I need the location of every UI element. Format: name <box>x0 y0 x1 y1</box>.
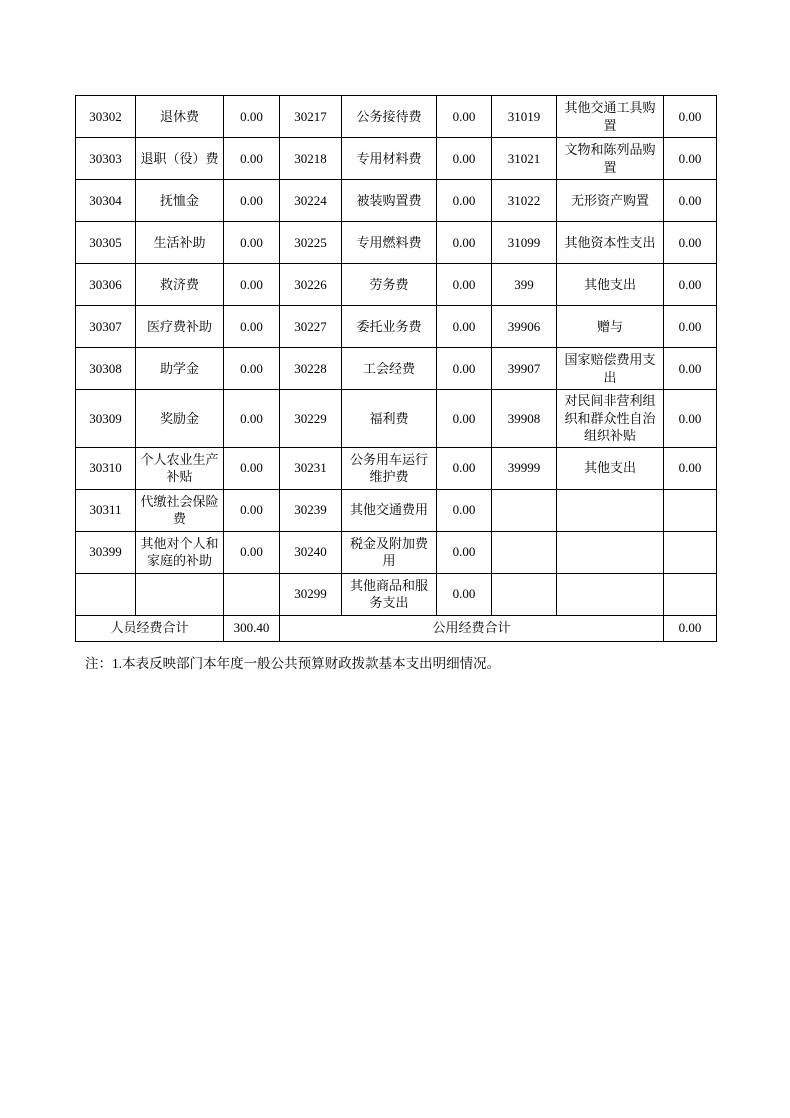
cell-code: 30308 <box>76 348 136 390</box>
cell-code: 31021 <box>492 138 557 180</box>
table-totals-row <box>76 615 717 641</box>
cell-value: 0.00 <box>437 390 492 448</box>
cell-code: 30309 <box>76 390 136 448</box>
cell-code: 30240 <box>280 531 342 573</box>
cell-value <box>224 573 280 615</box>
table-row <box>76 222 717 264</box>
cell-code <box>492 531 557 573</box>
table-row <box>76 390 717 448</box>
cell-name: 文物和陈列品购置 <box>557 138 664 180</box>
cell-value <box>664 573 717 615</box>
cell-value: 0.00 <box>437 138 492 180</box>
cell-value: 0.00 <box>437 573 492 615</box>
cell-code: 30305 <box>76 222 136 264</box>
personnel-total-value: 300.40 <box>224 615 280 641</box>
cell-value <box>664 489 717 531</box>
cell-value: 0.00 <box>664 390 717 448</box>
cell-name: 对民间非营利组织和群众性自治组织补贴 <box>557 390 664 448</box>
footnote-text: 注：1.本表反映部门本年度一般公共预算财政拨款基本支出明细情况。 <box>85 656 501 671</box>
table-row <box>76 348 717 390</box>
cell-name: 其他支出 <box>557 447 664 489</box>
budget-detail-table <box>75 95 717 642</box>
cell-value: 0.00 <box>437 306 492 348</box>
cell-code: 30239 <box>280 489 342 531</box>
cell-code: 30231 <box>280 447 342 489</box>
cell-code: 31019 <box>492 96 557 138</box>
cell-name <box>557 573 664 615</box>
cell-code: 30304 <box>76 180 136 222</box>
cell-code: 30226 <box>280 264 342 306</box>
cell-value: 0.00 <box>224 138 280 180</box>
cell-code: 31022 <box>492 180 557 222</box>
cell-name: 其他对个人和家庭的补助 <box>136 531 224 573</box>
cell-name: 奖励金 <box>136 390 224 448</box>
cell-name: 无形资产购置 <box>557 180 664 222</box>
cell-value: 0.00 <box>437 447 492 489</box>
public-total-label: 公用经费合计 <box>280 615 664 641</box>
cell-code: 30299 <box>280 573 342 615</box>
cell-code <box>492 489 557 531</box>
cell-code: 30224 <box>280 180 342 222</box>
cell-name: 个人农业生产补贴 <box>136 447 224 489</box>
cell-name: 其他支出 <box>557 264 664 306</box>
cell-name: 医疗费补助 <box>136 306 224 348</box>
cell-value: 0.00 <box>664 348 717 390</box>
cell-value: 0.00 <box>664 222 717 264</box>
table-row <box>76 96 717 138</box>
cell-value: 0.00 <box>437 531 492 573</box>
cell-code: 30218 <box>280 138 342 180</box>
cell-name: 其他商品和服务支出 <box>342 573 437 615</box>
cell-code: 39999 <box>492 447 557 489</box>
cell-code: 30217 <box>280 96 342 138</box>
cell-value: 0.00 <box>437 489 492 531</box>
public-total-value: 0.00 <box>664 615 717 641</box>
cell-value: 0.00 <box>224 306 280 348</box>
cell-value: 0.00 <box>224 489 280 531</box>
table-row <box>76 447 717 489</box>
cell-value: 0.00 <box>664 447 717 489</box>
cell-name: 赠与 <box>557 306 664 348</box>
cell-value: 0.00 <box>224 531 280 573</box>
cell-code: 30225 <box>280 222 342 264</box>
cell-name: 助学金 <box>136 348 224 390</box>
cell-name: 专用材料费 <box>342 138 437 180</box>
cell-value: 0.00 <box>437 222 492 264</box>
table-row <box>76 264 717 306</box>
cell-value: 0.00 <box>437 264 492 306</box>
table-row <box>76 573 717 615</box>
cell-name: 工会经费 <box>342 348 437 390</box>
cell-value: 0.00 <box>664 96 717 138</box>
table-row <box>76 180 717 222</box>
cell-name: 福利费 <box>342 390 437 448</box>
cell-name: 委托业务费 <box>342 306 437 348</box>
table-row <box>76 489 717 531</box>
cell-value <box>664 531 717 573</box>
cell-name: 其他资本性支出 <box>557 222 664 264</box>
cell-code: 399 <box>492 264 557 306</box>
cell-value: 0.00 <box>224 180 280 222</box>
cell-code: 31099 <box>492 222 557 264</box>
cell-code: 30227 <box>280 306 342 348</box>
cell-name <box>557 531 664 573</box>
cell-code: 30310 <box>76 447 136 489</box>
cell-value: 0.00 <box>664 264 717 306</box>
personnel-total-label: 人员经费合计 <box>76 615 224 641</box>
cell-code: 30399 <box>76 531 136 573</box>
cell-value: 0.00 <box>437 348 492 390</box>
table-row <box>76 306 717 348</box>
cell-value: 0.00 <box>664 138 717 180</box>
cell-name: 公务接待费 <box>342 96 437 138</box>
cell-code: 39906 <box>492 306 557 348</box>
cell-name: 救济费 <box>136 264 224 306</box>
cell-code: 30307 <box>76 306 136 348</box>
cell-name: 退职（役）费 <box>136 138 224 180</box>
cell-code: 30303 <box>76 138 136 180</box>
cell-name: 其他交通工具购置 <box>557 96 664 138</box>
cell-value: 0.00 <box>437 180 492 222</box>
cell-name: 退休费 <box>136 96 224 138</box>
cell-code <box>492 573 557 615</box>
cell-name: 税金及附加费用 <box>342 531 437 573</box>
table-row <box>76 531 717 573</box>
cell-name <box>557 489 664 531</box>
cell-value: 0.00 <box>437 96 492 138</box>
cell-code: 30311 <box>76 489 136 531</box>
cell-code: 39908 <box>492 390 557 448</box>
cell-value: 0.00 <box>224 222 280 264</box>
cell-name: 其他交通费用 <box>342 489 437 531</box>
cell-name: 代缴社会保险费 <box>136 489 224 531</box>
cell-name <box>136 573 224 615</box>
cell-value: 0.00 <box>224 264 280 306</box>
cell-name: 劳务费 <box>342 264 437 306</box>
cell-code: 39907 <box>492 348 557 390</box>
cell-code: 30228 <box>280 348 342 390</box>
cell-value: 0.00 <box>664 306 717 348</box>
cell-code <box>76 573 136 615</box>
cell-name: 国家赔偿费用支出 <box>557 348 664 390</box>
cell-name: 被装购置费 <box>342 180 437 222</box>
cell-value: 0.00 <box>664 180 717 222</box>
cell-name: 生活补助 <box>136 222 224 264</box>
cell-code: 30306 <box>76 264 136 306</box>
cell-code: 30229 <box>280 390 342 448</box>
cell-value: 0.00 <box>224 348 280 390</box>
cell-value: 0.00 <box>224 390 280 448</box>
cell-name: 公务用车运行维护费 <box>342 447 437 489</box>
cell-name: 专用燃料费 <box>342 222 437 264</box>
cell-value: 0.00 <box>224 96 280 138</box>
cell-code: 30302 <box>76 96 136 138</box>
cell-value: 0.00 <box>224 447 280 489</box>
cell-name: 抚恤金 <box>136 180 224 222</box>
table-row <box>76 138 717 180</box>
